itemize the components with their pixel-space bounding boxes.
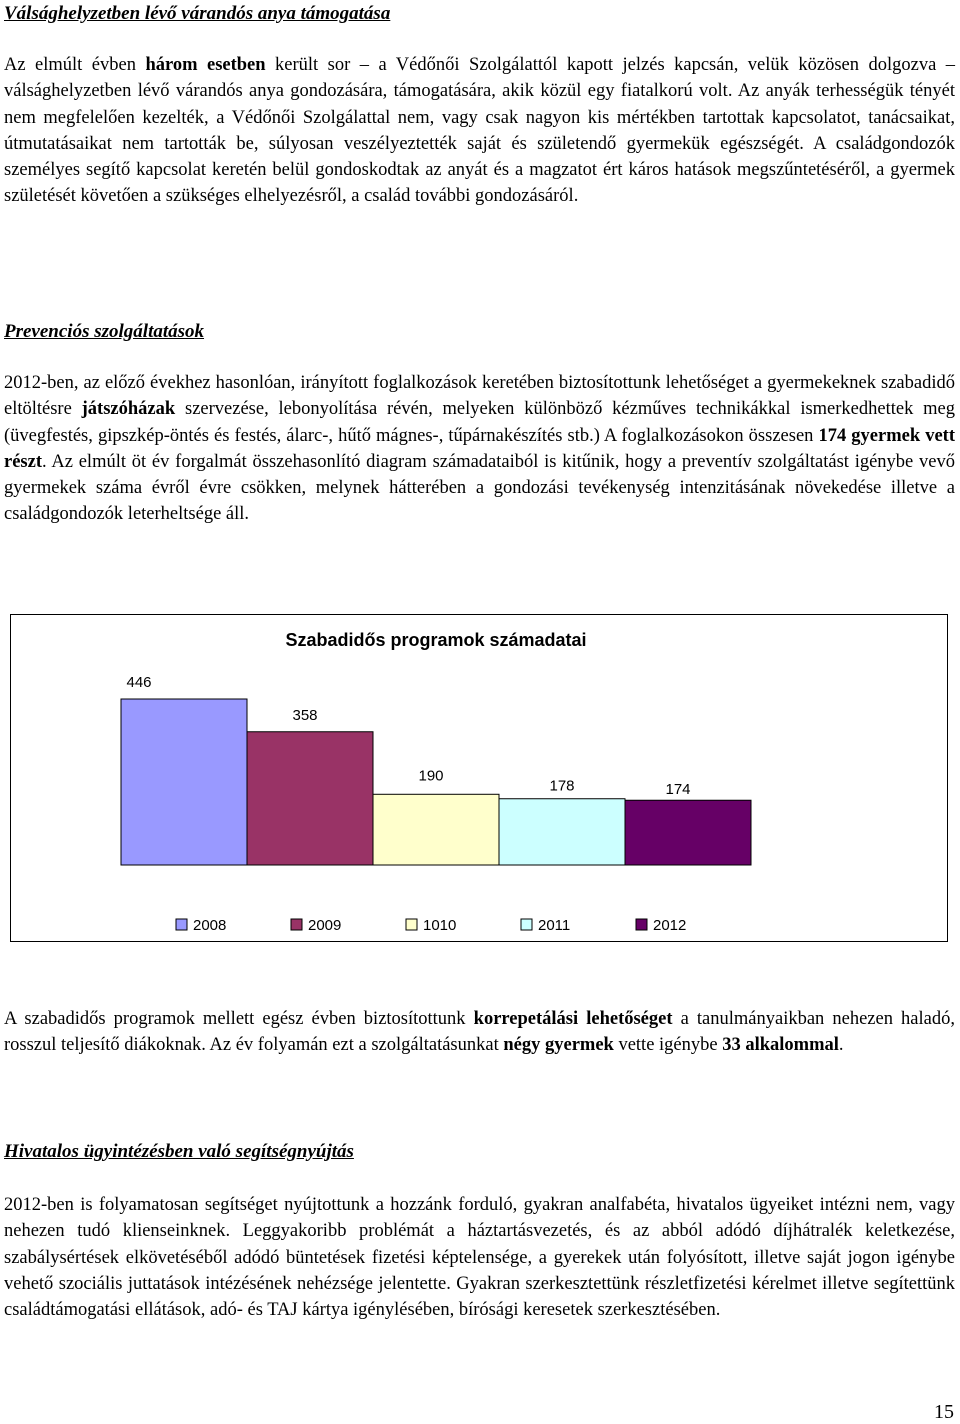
paragraph-tutoring [4, 1006, 955, 1059]
page-number: 15 [934, 1401, 954, 1423]
section-heading-crisis-support: Válsághelyzetben lévő várandós anya támogatása [4, 3, 391, 24]
legend-label-2008: 2008 [193, 917, 227, 934]
legend-swatch-2011 [521, 919, 532, 930]
bar-2011 [499, 799, 625, 865]
text-run: Az elmúlt évben [4, 55, 146, 75]
text-run: vette igénybe [613, 1035, 723, 1056]
text-run: . Az elmúlt öt év forgalmát összehasonlító diagram számadataiból is kitűnik, hogy a preventív szolgáltatást igénybe vevő gyermekek száma évről évre csökken, melynek hátterében a gondozási tevékenység intenzitásának növekedése illetve a családgondozók leterheltsége áll. [4, 451, 955, 525]
bar-chart [11, 615, 949, 943]
bar-value-label: 178 [549, 777, 575, 795]
text-run: került sor – a Védőnői Szolgálattól kapott jelzés kapcsán, velük közösen dolgozva – válsághelyzetben lévő várandós anya gondozására, támogatására, akik közül egy fiatalkorú volt. Az anyák terhességük tényét nem megfelelően kezelték, a Védőnői Szolgálattal nem, vagy csak nagyon kis mértékben tartottak kapcsolatot, tanácsaikat, útmutatásaikat nem tartották be, súlyosan veszélyeztették saját és születendő gyermekük egészségét. A családgondozók személyes segítő kapcsolat keretén belül gondoskodtak az anyát és a magzatot ért káros hatások megszűntetéséről, a gyermek születését követően a szükséges elhelyezésről, a család további gondozásáról. [4, 55, 955, 207]
bar-2008 [121, 699, 247, 865]
text-run: 2012-ben, az előző évekhez hasonlóan, irányított foglalkozások keretében biztosítottunk lehetőséget a gyermekeknek szabadidő eltöltésre [4, 373, 955, 420]
text-run: a tanulmányaikban nehezen haladó, rosszul teljesítő diákoknak. Az év folyamán ezt a szolgáltatásunkat [4, 1009, 955, 1056]
paragraph-crisis-support [4, 52, 955, 210]
text-run: szervezése, lebonyolítása révén, melyeken különböző kézműves technikákkal ismerkedhettek meg (üvegfestés, gipszkép-öntés és festés, álarc-, hűtő mágnes-, tűpárnakészítés stb.) A foglalkozásokon összesen [4, 399, 956, 446]
legend-label-2012: 2012 [653, 917, 687, 934]
paragraph-prevention-playhouse [4, 370, 955, 528]
legend-swatch-1010 [406, 919, 417, 930]
bar-value-label: 190 [418, 767, 444, 785]
chart-legend [176, 917, 686, 934]
bold-run: játszóházak [81, 399, 176, 420]
bar-chart-frame [10, 614, 948, 942]
bold-run: korrepetálási lehetőséget [473, 1009, 673, 1029]
legend-swatch-2012 [636, 919, 647, 930]
bar-2009 [247, 732, 373, 865]
legend-label-2009: 2009 [308, 917, 342, 934]
bar-value-label: 358 [292, 706, 318, 724]
chart-title: Szabadidős programok számadatai [285, 630, 587, 650]
legend-label-2011: 2011 [538, 917, 571, 934]
bold-run: 174 gyermek vett részt [4, 425, 955, 472]
bar-value-label: 174 [665, 781, 691, 799]
bar-value-label: 446 [126, 674, 152, 691]
bold-run: négy gyermek [503, 1035, 614, 1056]
text-run: A szabadidős programok mellett egész évben biztosítottunk [4, 1009, 474, 1029]
bold-run: három esetben [145, 55, 266, 75]
paragraph-official-matters: 2012-ben is folyamatosan segítséget nyújtottunk a hozzánk forduló, gyakran analfabéta, hivatalos ügyeiket intézni nem, vagy nehezen tudó klienseinknek. Leggyakoribb problémát a háztartásvezetés, és az abból adódó díjhátralék keletkezése, szabálysértések elkövetéséből adódó büntetések fizetési képtelensége, a gyerekek után folyósított, illetve saját jogon igénybe vehető szociális juttatások intézésének nehézsége jelentette. Gyakran szerkesztettünk részletfizetési kérelmet illetve segítettünk családtámogatási ellátások, adó- és TAJ kártya igénylésében, bírósági keresetek szerkesztésében. [4, 1195, 955, 1321]
section-heading-official-matters: Hivatalos ügyintézésben való segítségnyújtás [4, 1141, 354, 1162]
bar-1010 [373, 794, 499, 865]
bars-group [121, 674, 751, 865]
legend-label-1010: 1010 [423, 917, 457, 934]
text-run: . [838, 1035, 844, 1056]
legend-swatch-2009 [291, 919, 302, 930]
legend-swatch-2008 [176, 919, 187, 930]
bold-run: 33 alkalommal [722, 1035, 839, 1056]
section-heading-prevention: Prevenciós szolgáltatások [4, 321, 205, 342]
bar-2012 [625, 800, 751, 865]
